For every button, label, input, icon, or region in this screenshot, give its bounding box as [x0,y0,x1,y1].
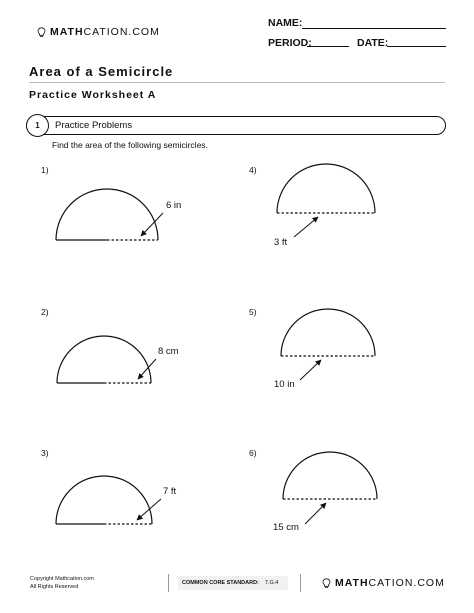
page-subtitle: Practice Worksheet A [29,89,157,101]
problem-number: 3) [41,448,49,458]
footer-logo-rest: CATION.COM [368,577,445,589]
page-title: Area of a Semicircle [29,64,174,79]
measure-label: 15 cm [273,522,299,533]
semicircle-3 [56,476,161,524]
semicircle-5 [281,309,375,380]
copyright-line-2: All Rights Reserved [30,584,79,590]
semicircle-4 [277,164,375,237]
footer-divider [300,574,301,592]
measure-label: 7 ft [163,486,177,497]
logo-bold-text: MATH [50,26,84,38]
semicircle-6 [283,452,377,524]
period-label: PERIOD: [268,37,312,49]
logo-rest-text: CATION.COM [83,26,160,38]
section-number-badge: 1 [26,114,49,137]
standard-value: 7.G.4 [264,580,279,586]
measure-label: 3 ft [274,237,288,248]
problem-number: 4) [249,165,257,175]
footer-logo [322,577,445,589]
measure-label: 8 cm [158,346,179,357]
common-core-standard [178,576,288,590]
lightbulb-icon [322,578,331,589]
date-label: DATE: [357,37,389,49]
semicircle-1 [56,189,163,240]
name-label: NAME: [268,17,303,29]
measure-label: 10 in [274,379,295,390]
instructions: Find the area of the following semicircles. [52,140,208,150]
semicircle-2 [57,336,156,383]
footer-divider [168,574,169,592]
measure-label: 6 in [166,200,182,211]
problem-number: 1) [41,165,49,175]
section-label: Practice Problems [55,120,133,131]
copyright-line-1: Copyright Mathcation.com [30,576,94,582]
footer-logo-bold: MATH [335,577,369,589]
problem-number: 6) [249,448,257,458]
problem-number: 5) [249,307,257,317]
problem-number: 2) [41,307,49,317]
copyright [30,575,94,591]
standard-label: COMMON CORE STANDARD: [182,580,259,586]
